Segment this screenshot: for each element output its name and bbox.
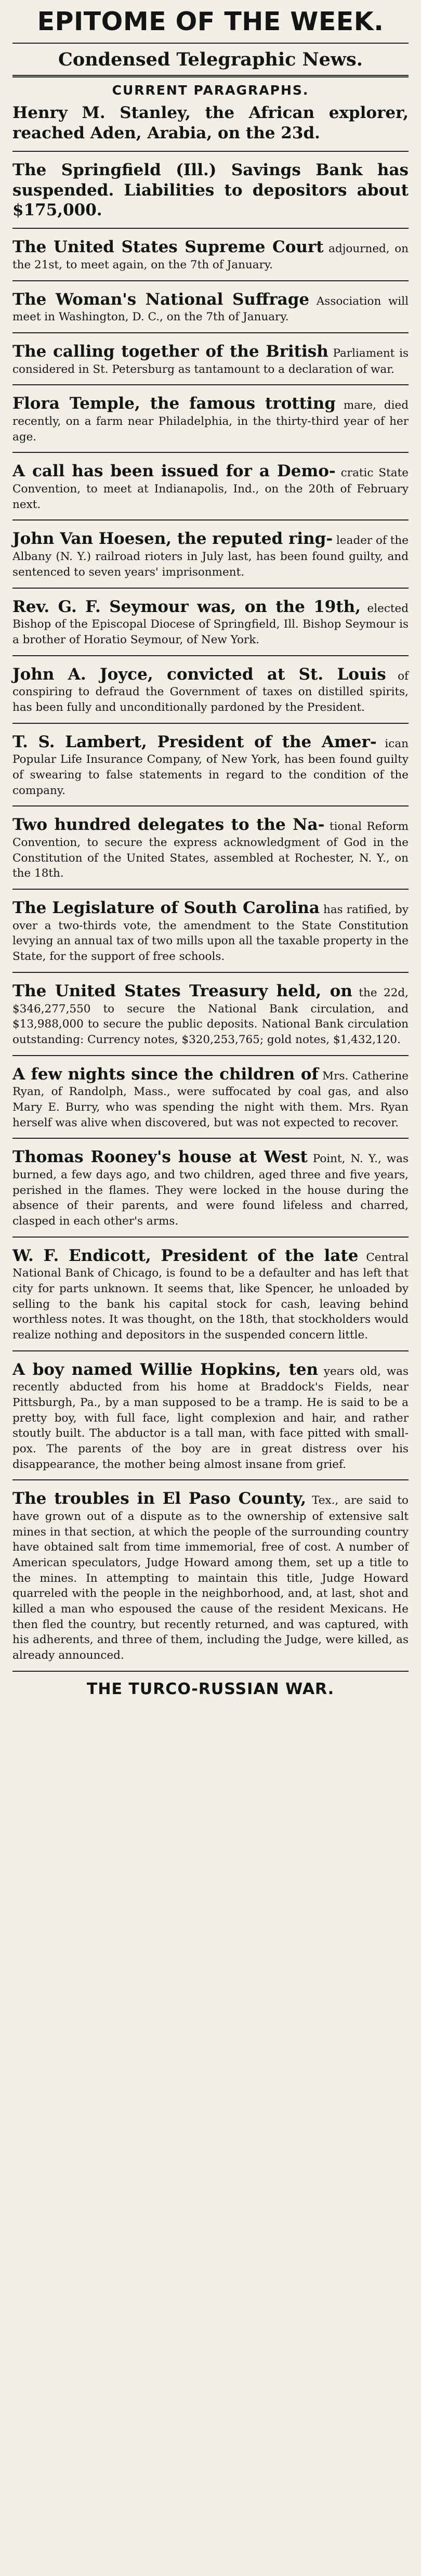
news-item-lead: The Springfield (Ill.) Savings Bank has suspended. Liabilities to depositors about $175,000. [12, 160, 409, 220]
subhead-rule [12, 75, 409, 77]
news-item-body: Association will meet in Washington, D. C., on the 7th of January. [12, 294, 409, 324]
news-item-body: has ratified, by over a two-thirds vote, the amendment to the State Constitution levying an annual tax of two mills upon all the taxable property in the State, for the support of free schools. [12, 903, 409, 964]
news-item-lead: A few nights since the children of [12, 1064, 319, 1084]
news-item [12, 1489, 409, 1671]
news-item-body: elected Bishop of the Episcopal Diocese of Springfield, Ill. Bishop Seymour is a brother of Horatio Seymour, of New York. [12, 602, 409, 646]
news-item [12, 1147, 409, 1237]
news-item [12, 1360, 409, 1481]
news-item [12, 529, 409, 588]
news-items [12, 103, 409, 1671]
news-item [12, 981, 409, 1056]
news-item-body: cratic State Convention, to meet at Indianapolis, Ind., on the 20th of February next. [12, 466, 409, 511]
news-item [12, 898, 409, 973]
news-item-lead: The Legislature of South Carolina [12, 899, 320, 918]
news-item [12, 103, 409, 152]
masthead: EPITOME OF THE WEEK. [37, 7, 384, 36]
next-section-title: THE TURCO-RUSSIAN WAR. [86, 1680, 335, 1698]
news-item-body: Parliament is considered in St. Petersburg as tantamount to a declaration of war. [12, 346, 409, 376]
news-item [12, 461, 409, 521]
news-item-lead: The Woman's National Suffrage [12, 290, 310, 309]
news-item [12, 394, 409, 453]
news-item [12, 1064, 409, 1139]
news-item-body: Tex., are said to have grown out of a dispute as to the ownership of extensive salt mines in that section, at which the people of the surrounding country have obtained salt from time immemorial, free of cost. A number of American speculators, Judge Howard among them, set up a title to the mines. In attempting to maintain this title, Judge Howard quarreled with the people in the neighborhood, and, at last, shot and killed a man who espoused the cause of the resident Mexicans. He then fled the country, but recently returned, and was captured, with his adherents, and three of them, including the Judge, were killed, as already announced. [12, 1494, 409, 1662]
news-item-body: Mrs. Catherine Ryan, of Randolph, Mass., were suffocated by coal gas, and also Mary E. Burry, who was spending the night with them. Mrs. Ryan herself was alive when discovered, but was not expected to recover. [12, 1069, 409, 1129]
news-item [12, 342, 409, 385]
news-item-lead: The troubles in El Paso County, [12, 1489, 307, 1508]
news-item-lead: T. S. Lambert, President of the Amer- [12, 732, 377, 751]
news-item-lead: Flora Temple, the famous trotting [12, 394, 336, 413]
news-item-body: Central National Bank of Chicago, is found to be a defaulter and has left that city for parts unknown. It seems that, like Spencer, he unloaded by selling to the bank his capital stock for cash, leaving behind worthless notes. It was thought, on the 18th, that stockholders would realize nothing and depositors in the suspended concern little. [12, 1251, 409, 1342]
news-item-body: the 22d, $346,277,550 to secure the National Bank circulation, and $13,988,000 to secure the public deposits. National Bank circulation outstanding: Currency notes, $320,253,765; gold notes, $1,432,120. [12, 986, 409, 1046]
news-item-lead: Henry M. Stanley, the African explorer, reached Aden, Arabia, on the 23d. [12, 103, 409, 143]
news-item-lead: The calling together of the British [12, 342, 328, 361]
news-item [12, 815, 409, 890]
section-title: CURRENT PARAGRAPHS. [112, 83, 309, 98]
news-item-lead: John Van Hoesen, the reputed ring- [12, 529, 333, 549]
news-item-lead: The United States Supreme Court [12, 238, 324, 257]
news-item-lead: W. F. Endicott, President of the late [12, 1246, 359, 1265]
news-item [12, 665, 409, 724]
news-item-body: Point, N. Y., was burned, a few days ago, and two children, aged three and five years, perished in the flames. They were locked in the house during the absence of their parents, and were found lifeless and charred, clasped in each other's arms. [12, 1152, 409, 1228]
masthead-rule [12, 43, 409, 44]
news-item-lead: Rev. G. F. Seymour was, on the 19th, [12, 597, 361, 616]
news-item [12, 1246, 409, 1351]
news-item-body: years old, was recently abducted from his home at Braddock's Fields, near Pittsburgh, Pa., by a man supposed to be a tramp. He is said to be a pretty boy, with full face, light complexion and hair, and rather stoutly built. The abductor is a tall man, with face pitted with small-pox. The parents of the boy are in great distress over his disappearance, the mother being almost insane from grief. [12, 1364, 409, 1471]
subhead: Condensed Telegraphic News. [58, 49, 363, 71]
news-item-lead: John A. Joyce, convicted at St. Louis [12, 665, 386, 684]
news-item-lead: Two hundred delegates to the Na- [12, 815, 325, 835]
news-item [12, 160, 409, 229]
news-item-lead: A call has been issued for a Demo- [12, 462, 336, 481]
news-item-body: tional Reform Convention, to secure the express acknowledgment of God in the Constitution of the United States, assembled at Rochester, N. Y., on the 18th. [12, 820, 409, 880]
news-item-lead: Thomas Rooney's house at West [12, 1148, 308, 1167]
news-item-body: ican Popular Life Insurance Company, of New York, has been found guilty of swearing to false statements in regard to the condition of the company. [12, 737, 409, 797]
news-item [12, 732, 409, 807]
news-item [12, 237, 409, 281]
news-item-body: mare, died recently, on a farm near Philadelphia, in the thirty-third year of her age. [12, 399, 409, 444]
news-item-body: adjourned, on the 21st, to meet again, on the 7th of January. [12, 242, 409, 271]
news-item-body: of conspiring to defraud the Government of taxes on distilled spirits, has been fully and unconditionally pardoned by the President. [12, 669, 409, 714]
news-item [12, 597, 409, 656]
news-item-lead: The United States Treasury held, on [12, 981, 352, 1000]
news-item-lead: A boy named Willie Hopkins, ten [12, 1360, 319, 1379]
news-item [12, 290, 409, 333]
news-item-body: leader of the Albany (N. Y.) railroad rioters in July last, has been found guilty, and sentenced to seven years' imprisonment. [12, 534, 409, 579]
